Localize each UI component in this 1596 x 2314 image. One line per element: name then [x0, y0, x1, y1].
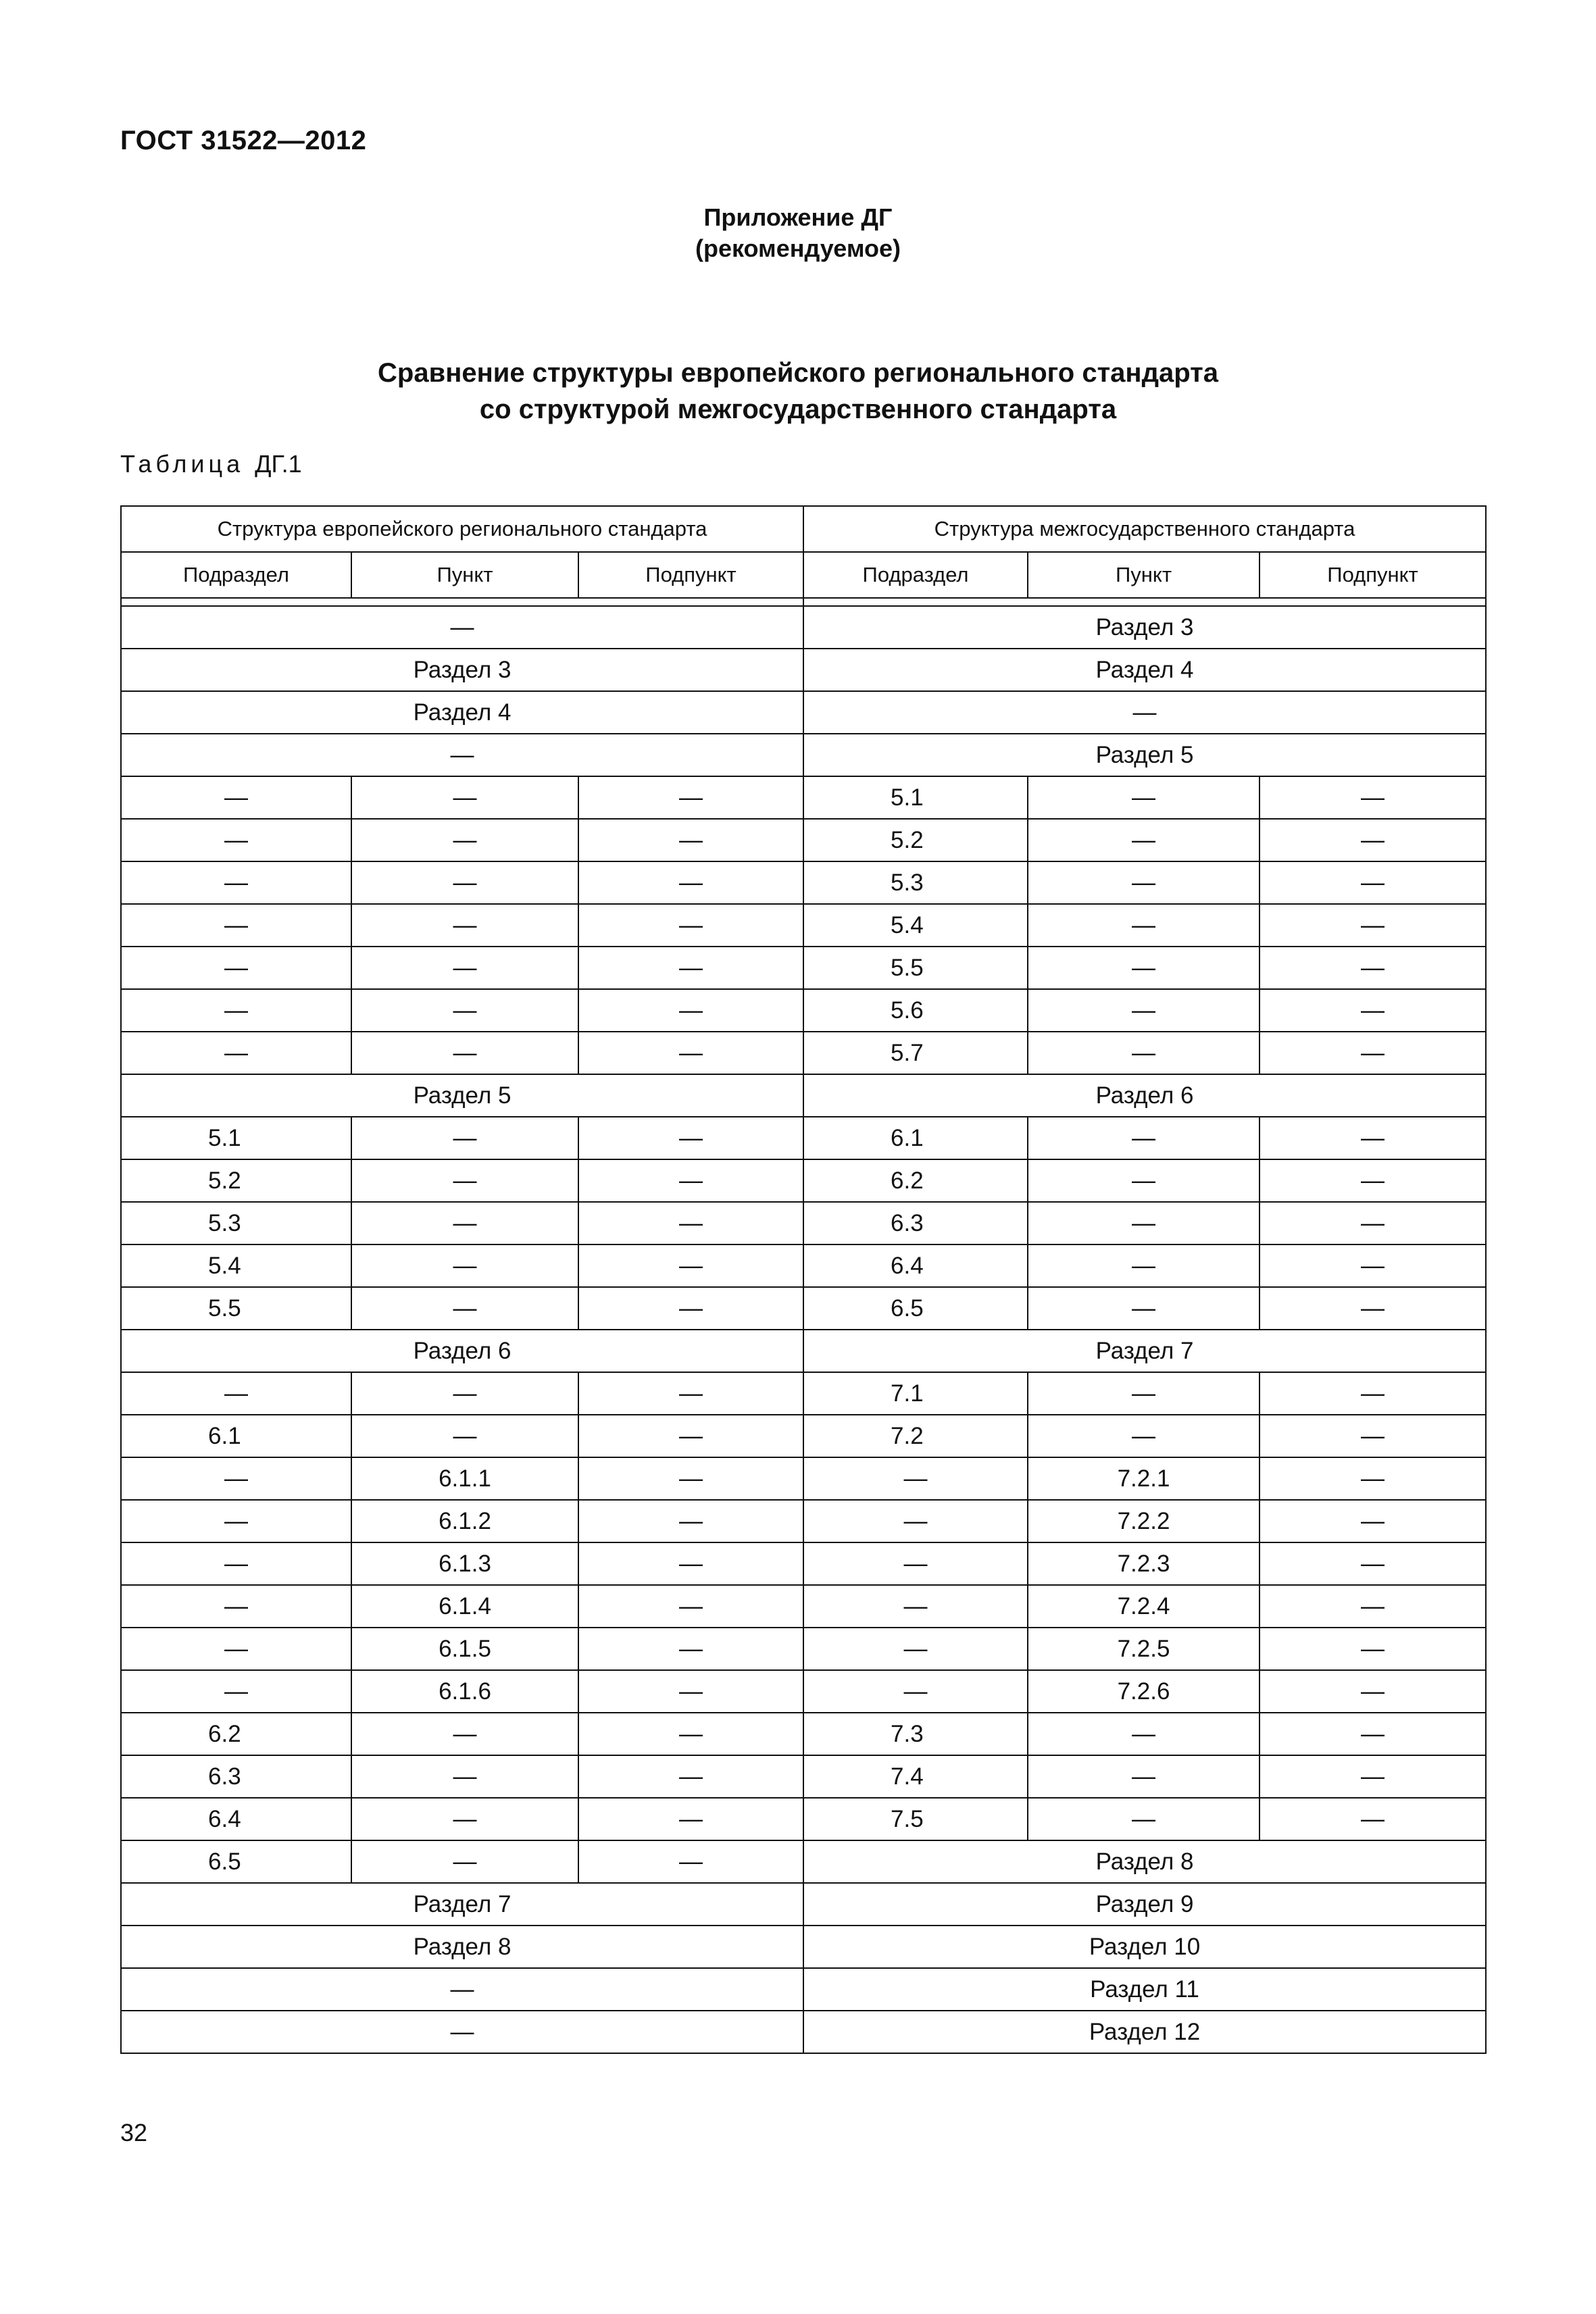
right-cell: —	[1260, 1628, 1486, 1670]
right-cell: —	[1028, 861, 1260, 904]
table-row	[121, 1074, 1486, 1117]
right-cell: —	[1028, 819, 1260, 861]
right-merged-cell: Раздел 11	[803, 1968, 1486, 2011]
left-cell: —	[578, 1542, 803, 1585]
table-row	[121, 904, 1486, 947]
right-cell: —	[1028, 1117, 1260, 1159]
left-cell: 6.1.2	[351, 1500, 578, 1542]
left-cell: —	[351, 1159, 578, 1202]
left-cell: —	[121, 1500, 351, 1542]
right-cell: —	[1260, 1244, 1486, 1287]
right-cell: —	[1028, 1244, 1260, 1287]
table-row	[121, 1117, 1486, 1159]
left-cell: —	[578, 1457, 803, 1500]
right-cell: —	[1260, 1032, 1486, 1074]
left-cell: —	[121, 1670, 351, 1713]
table-row	[121, 1415, 1486, 1457]
left-cell: —	[578, 1244, 803, 1287]
right-cell: —	[1260, 819, 1486, 861]
left-cell: —	[578, 1372, 803, 1415]
left-cell: —	[351, 776, 578, 819]
right-cell: 5.6	[803, 989, 1028, 1032]
table-row	[121, 1585, 1486, 1628]
right-cell: —	[1260, 904, 1486, 947]
group-header-interstate: Структура межгосударственного стандарта	[803, 506, 1486, 552]
right-cell: —	[1260, 1713, 1486, 1755]
right-cell: —	[1028, 1755, 1260, 1798]
right-cell: 6.3	[803, 1202, 1028, 1244]
right-cell: —	[1260, 947, 1486, 989]
left-cell: —	[578, 1585, 803, 1628]
right-cell: 7.2.1	[1028, 1457, 1260, 1500]
left-merged-cell: Раздел 7	[121, 1883, 803, 1926]
left-cell: —	[351, 1713, 578, 1755]
left-cell: —	[351, 1244, 578, 1287]
right-cell: —	[803, 1500, 1028, 1542]
left-cell: —	[351, 1117, 578, 1159]
left-cell: —	[351, 1798, 578, 1840]
left-cell: —	[351, 1755, 578, 1798]
right-merged-cell: Раздел 12	[803, 2011, 1486, 2053]
right-merged-cell: Раздел 5	[803, 734, 1486, 776]
right-cell: —	[1260, 1585, 1486, 1628]
table-row	[121, 1840, 1486, 1883]
table-row	[121, 1798, 1486, 1840]
left-cell: 6.1	[121, 1415, 351, 1457]
left-cell: —	[578, 1287, 803, 1330]
left-cell: —	[121, 947, 351, 989]
left-cell: —	[578, 1202, 803, 1244]
table-caption-label: Таблица	[120, 450, 245, 478]
left-cell: —	[121, 776, 351, 819]
right-cell: 7.2	[803, 1415, 1028, 1457]
left-cell: —	[121, 861, 351, 904]
right-cell: —	[1260, 1670, 1486, 1713]
table-row	[121, 2011, 1486, 2053]
document-title-line-2: со структурой межгосударственного стандарта	[479, 395, 1117, 424]
left-cell: —	[578, 1159, 803, 1202]
right-cell: —	[1028, 1415, 1260, 1457]
table-row	[121, 1202, 1486, 1244]
right-cell: 5.7	[803, 1032, 1028, 1074]
right-cell: 6.4	[803, 1244, 1028, 1287]
left-cell: —	[578, 1840, 803, 1883]
left-cell: —	[351, 819, 578, 861]
right-cell: 7.2.2	[1028, 1500, 1260, 1542]
left-cell: —	[578, 1117, 803, 1159]
left-cell: —	[351, 1415, 578, 1457]
table-row	[121, 819, 1486, 861]
right-cell: —	[1028, 1372, 1260, 1415]
table-row	[121, 1372, 1486, 1415]
right-cell: —	[1260, 1159, 1486, 1202]
right-merged-cell: Раздел 7	[803, 1330, 1486, 1372]
right-cell: 5.4	[803, 904, 1028, 947]
structure-comparison-table	[120, 505, 1487, 2054]
table-row	[121, 1755, 1486, 1798]
left-merged-cell: Раздел 4	[121, 691, 803, 734]
left-cell: —	[351, 1032, 578, 1074]
left-cell: 5.3	[121, 1202, 351, 1244]
left-cell: —	[121, 989, 351, 1032]
left-cell: 6.1.6	[351, 1670, 578, 1713]
page-number: 32	[120, 2119, 148, 2146]
right-cell: —	[1260, 776, 1486, 819]
left-cell: —	[121, 1585, 351, 1628]
right-cell: —	[1028, 904, 1260, 947]
left-merged-cell: Раздел 5	[121, 1074, 803, 1117]
appendix-title: Приложение ДГ	[703, 203, 893, 231]
right-merged-cell: —	[803, 691, 1486, 734]
table-row	[121, 861, 1486, 904]
left-cell: —	[351, 947, 578, 989]
left-cell: —	[578, 861, 803, 904]
left-cell: 6.1.4	[351, 1585, 578, 1628]
right-cell: 5.3	[803, 861, 1028, 904]
left-cell: —	[351, 1202, 578, 1244]
group-header-european: Структура европейского регионального стандарта	[121, 506, 803, 552]
column-header: Подпункт	[578, 552, 803, 598]
table-row	[121, 1926, 1486, 1968]
left-cell: 6.5	[121, 1840, 351, 1883]
column-header: Подраздел	[803, 552, 1028, 598]
left-cell: 5.1	[121, 1117, 351, 1159]
table-row	[121, 776, 1486, 819]
left-cell: —	[578, 1670, 803, 1713]
table-caption	[120, 450, 302, 478]
left-cell: 6.1.1	[351, 1457, 578, 1500]
table-row	[121, 1032, 1486, 1074]
table-row	[121, 989, 1486, 1032]
left-cell: 6.1.3	[351, 1542, 578, 1585]
column-header: Пункт	[1028, 552, 1260, 598]
table-caption-number: ДГ.1	[255, 450, 302, 478]
table-row	[121, 1883, 1486, 1926]
left-merged-cell: Раздел 3	[121, 649, 803, 691]
right-cell: —	[1028, 1798, 1260, 1840]
left-cell: —	[578, 1628, 803, 1670]
right-cell: —	[1260, 1755, 1486, 1798]
right-cell: —	[803, 1670, 1028, 1713]
right-cell: 7.5	[803, 1798, 1028, 1840]
appendix-status: (рекомендуемое)	[695, 234, 901, 262]
right-cell: 7.3	[803, 1713, 1028, 1755]
right-merged-cell: Раздел 8	[803, 1840, 1486, 1883]
right-cell: —	[1260, 1287, 1486, 1330]
table-row	[121, 1500, 1486, 1542]
table-row	[121, 606, 1486, 649]
left-cell: —	[121, 1628, 351, 1670]
table-row	[121, 1670, 1486, 1713]
left-cell: —	[351, 861, 578, 904]
right-merged-cell: Раздел 10	[803, 1926, 1486, 1968]
left-cell: —	[121, 819, 351, 861]
right-cell: 7.2.3	[1028, 1542, 1260, 1585]
table-row	[121, 1542, 1486, 1585]
left-cell: —	[578, 1032, 803, 1074]
right-cell: 6.5	[803, 1287, 1028, 1330]
right-cell: —	[1028, 1159, 1260, 1202]
right-cell: —	[1028, 989, 1260, 1032]
table-row	[121, 1330, 1486, 1372]
left-cell: —	[351, 904, 578, 947]
right-merged-cell: Раздел 6	[803, 1074, 1486, 1117]
left-cell: —	[578, 1415, 803, 1457]
left-cell: —	[578, 989, 803, 1032]
right-merged-cell: Раздел 3	[803, 606, 1486, 649]
right-cell: 6.2	[803, 1159, 1028, 1202]
left-merged-cell: —	[121, 734, 803, 776]
right-cell: —	[803, 1628, 1028, 1670]
right-cell: —	[1260, 1457, 1486, 1500]
left-cell: 6.2	[121, 1713, 351, 1755]
table-row	[121, 1244, 1486, 1287]
left-cell: 5.5	[121, 1287, 351, 1330]
right-cell: —	[1260, 1415, 1486, 1457]
column-header: Подпункт	[1260, 552, 1486, 598]
left-cell: —	[578, 819, 803, 861]
right-cell: 7.2.4	[1028, 1585, 1260, 1628]
left-cell: 5.4	[121, 1244, 351, 1287]
right-cell: —	[803, 1542, 1028, 1585]
column-header: Пункт	[351, 552, 578, 598]
right-merged-cell: Раздел 9	[803, 1883, 1486, 1926]
right-cell: 7.1	[803, 1372, 1028, 1415]
left-cell: 6.3	[121, 1755, 351, 1798]
left-cell: —	[578, 904, 803, 947]
table-column-header-row	[121, 552, 1486, 598]
right-cell: —	[1260, 1542, 1486, 1585]
right-merged-cell: Раздел 4	[803, 649, 1486, 691]
right-cell: —	[1260, 1500, 1486, 1542]
left-cell: —	[121, 904, 351, 947]
right-cell: —	[1028, 1202, 1260, 1244]
column-header: Подраздел	[121, 552, 351, 598]
left-cell: —	[578, 947, 803, 989]
right-cell: —	[1028, 947, 1260, 989]
table-row	[121, 1457, 1486, 1500]
right-cell: —	[1260, 989, 1486, 1032]
table-row	[121, 649, 1486, 691]
left-cell: —	[121, 1372, 351, 1415]
right-cell: —	[803, 1457, 1028, 1500]
left-cell: —	[351, 1840, 578, 1883]
right-cell: 7.2.5	[1028, 1628, 1260, 1670]
right-cell: —	[803, 1585, 1028, 1628]
right-cell: —	[1028, 776, 1260, 819]
table-header-separator	[121, 598, 1486, 606]
left-cell: 6.4	[121, 1798, 351, 1840]
left-cell: —	[351, 989, 578, 1032]
right-cell: 7.4	[803, 1755, 1028, 1798]
left-cell: —	[121, 1032, 351, 1074]
left-cell: —	[578, 1755, 803, 1798]
right-cell: —	[1260, 861, 1486, 904]
left-merged-cell: Раздел 8	[121, 1926, 803, 1968]
right-cell: —	[1260, 1202, 1486, 1244]
left-cell: —	[351, 1287, 578, 1330]
right-cell: —	[1260, 1798, 1486, 1840]
left-merged-cell: —	[121, 606, 803, 649]
left-cell: —	[578, 1500, 803, 1542]
left-merged-cell: Раздел 6	[121, 1330, 803, 1372]
table-group-header-row	[121, 506, 1486, 552]
right-cell: 5.1	[803, 776, 1028, 819]
table-row	[121, 947, 1486, 989]
left-merged-cell: —	[121, 1968, 803, 2011]
left-cell: —	[578, 1798, 803, 1840]
left-cell: —	[351, 1372, 578, 1415]
left-cell: 5.2	[121, 1159, 351, 1202]
right-cell: —	[1028, 1032, 1260, 1074]
right-cell: 5.5	[803, 947, 1028, 989]
table-row	[121, 1628, 1486, 1670]
left-cell: 6.1.5	[351, 1628, 578, 1670]
document-title-line-1: Сравнение структуры европейского регионального стандарта	[378, 358, 1218, 388]
left-cell: —	[578, 1713, 803, 1755]
table-row	[121, 1287, 1486, 1330]
right-cell: —	[1260, 1372, 1486, 1415]
left-cell: —	[578, 776, 803, 819]
table-row	[121, 1713, 1486, 1755]
standard-designation: ГОСТ 31522—2012	[120, 126, 367, 155]
table-row	[121, 1159, 1486, 1202]
right-cell: —	[1260, 1117, 1486, 1159]
left-cell: —	[121, 1542, 351, 1585]
left-merged-cell: —	[121, 2011, 803, 2053]
table-row	[121, 1968, 1486, 2011]
left-cell: —	[121, 1457, 351, 1500]
right-cell: —	[1028, 1287, 1260, 1330]
right-cell: 6.1	[803, 1117, 1028, 1159]
right-cell: 7.2.6	[1028, 1670, 1260, 1713]
table-row	[121, 691, 1486, 734]
table-row	[121, 734, 1486, 776]
right-cell: —	[1028, 1713, 1260, 1755]
right-cell: 5.2	[803, 819, 1028, 861]
